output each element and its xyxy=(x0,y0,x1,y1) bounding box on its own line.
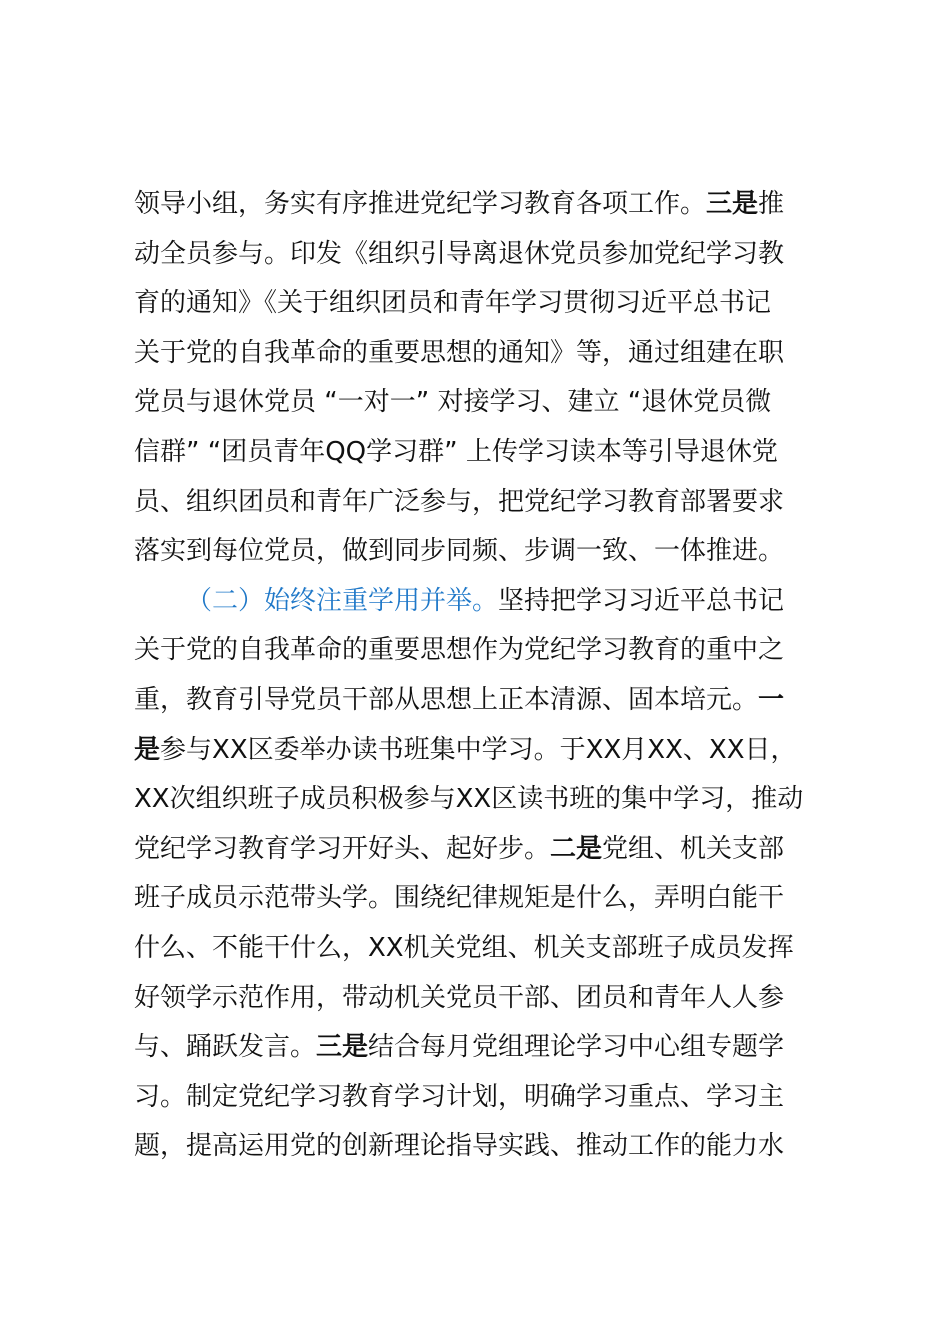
emphasis-text: 是 xyxy=(134,734,161,765)
text-run: 育的通知》《关于组织团员和青年学习贯彻习近平总书记 xyxy=(134,288,772,319)
text-run: 信群” “团员青年QQ学习群” 上传学习读本等引导退休党 xyxy=(134,436,778,467)
text-run: 重，教育引导党员干部从思想上正本清源、固本培元。 xyxy=(134,684,759,715)
text-line xyxy=(134,825,854,875)
text-line xyxy=(134,279,854,329)
text-line xyxy=(134,1122,854,1172)
text-line xyxy=(134,924,854,974)
text-line xyxy=(134,1023,854,1073)
text-run: 落实到每位党员，做到同步同频、步调一致、一体推进。 xyxy=(134,536,785,567)
text-run: 习。制定党纪学习教育学习计划，明确学习重点、学习主 xyxy=(134,1081,785,1112)
emphasis-text: 三是 xyxy=(316,1032,369,1063)
text-run: 题，提高运用党的创新理论指导实践、推动工作的能力水 xyxy=(134,1131,785,1162)
text-line xyxy=(134,230,854,280)
text-line xyxy=(134,329,854,379)
text-run: 班子成员示范带头学。围绕纪律规矩是什么，弄明白能干 xyxy=(134,883,785,914)
text-line xyxy=(134,626,854,676)
text-line xyxy=(134,378,854,428)
text-line xyxy=(134,180,854,230)
emphasis-text: 三是 xyxy=(706,189,759,219)
text-run: 关于党的自我革命的重要思想作为党纪学习教育的重中之 xyxy=(134,635,785,666)
text-line xyxy=(134,676,854,726)
text-run: 党员与退休党员 “一对一” 对接学习、建立 “退休党员微 xyxy=(134,387,772,418)
text-line xyxy=(134,1073,854,1123)
text-line xyxy=(134,478,854,528)
text-line xyxy=(134,428,854,478)
emphasis-text: 一 xyxy=(758,684,785,715)
text-line xyxy=(134,874,854,924)
text-run: 动全员参与。印发《组织引导离退休党员参加党纪学习教 xyxy=(134,238,785,269)
text-run: 与、踊跃发言。 xyxy=(134,1032,317,1063)
text-run: 党纪学习教育学习开好头、起好步。 xyxy=(134,833,551,864)
body-text xyxy=(134,180,854,1172)
text-line xyxy=(134,527,854,577)
text-run: XX次组织班子成员积极参与XX区读书班的集中学习，推动 xyxy=(134,784,804,815)
text-run: 关于党的自我革命的重要思想的通知》等，通过组建在职 xyxy=(134,337,785,368)
text-run: 结合每月党组理论学习中心组专题学 xyxy=(368,1032,785,1063)
text-run: 坚持把学习习近平总书记 xyxy=(498,585,785,616)
text-run: 推 xyxy=(758,189,785,219)
text-run: 什么、不能干什么，XX机关党组、机关支部班子成员发挥 xyxy=(134,932,794,963)
text-run: 参与XX区委举办读书班集中学习。于XX月XX、XX日， xyxy=(160,734,797,765)
text-line xyxy=(134,974,854,1024)
text-run: 员、组织团员和青年广泛参与，把党纪学习教育部署要求 xyxy=(134,486,785,517)
text-line xyxy=(134,577,854,627)
emphasis-text: 二是 xyxy=(550,833,603,864)
section-heading: （二）始终注重学用并举。 xyxy=(186,585,499,616)
text-run: 党组、机关支部 xyxy=(602,833,785,864)
text-line xyxy=(134,775,854,825)
text-line xyxy=(134,726,854,776)
text-run: 好领学示范作用，带动机关党员干部、团员和青年人人参 xyxy=(134,982,785,1013)
text-run: 领导小组，务实有序推进党纪学习教育各项工作。 xyxy=(134,189,707,219)
